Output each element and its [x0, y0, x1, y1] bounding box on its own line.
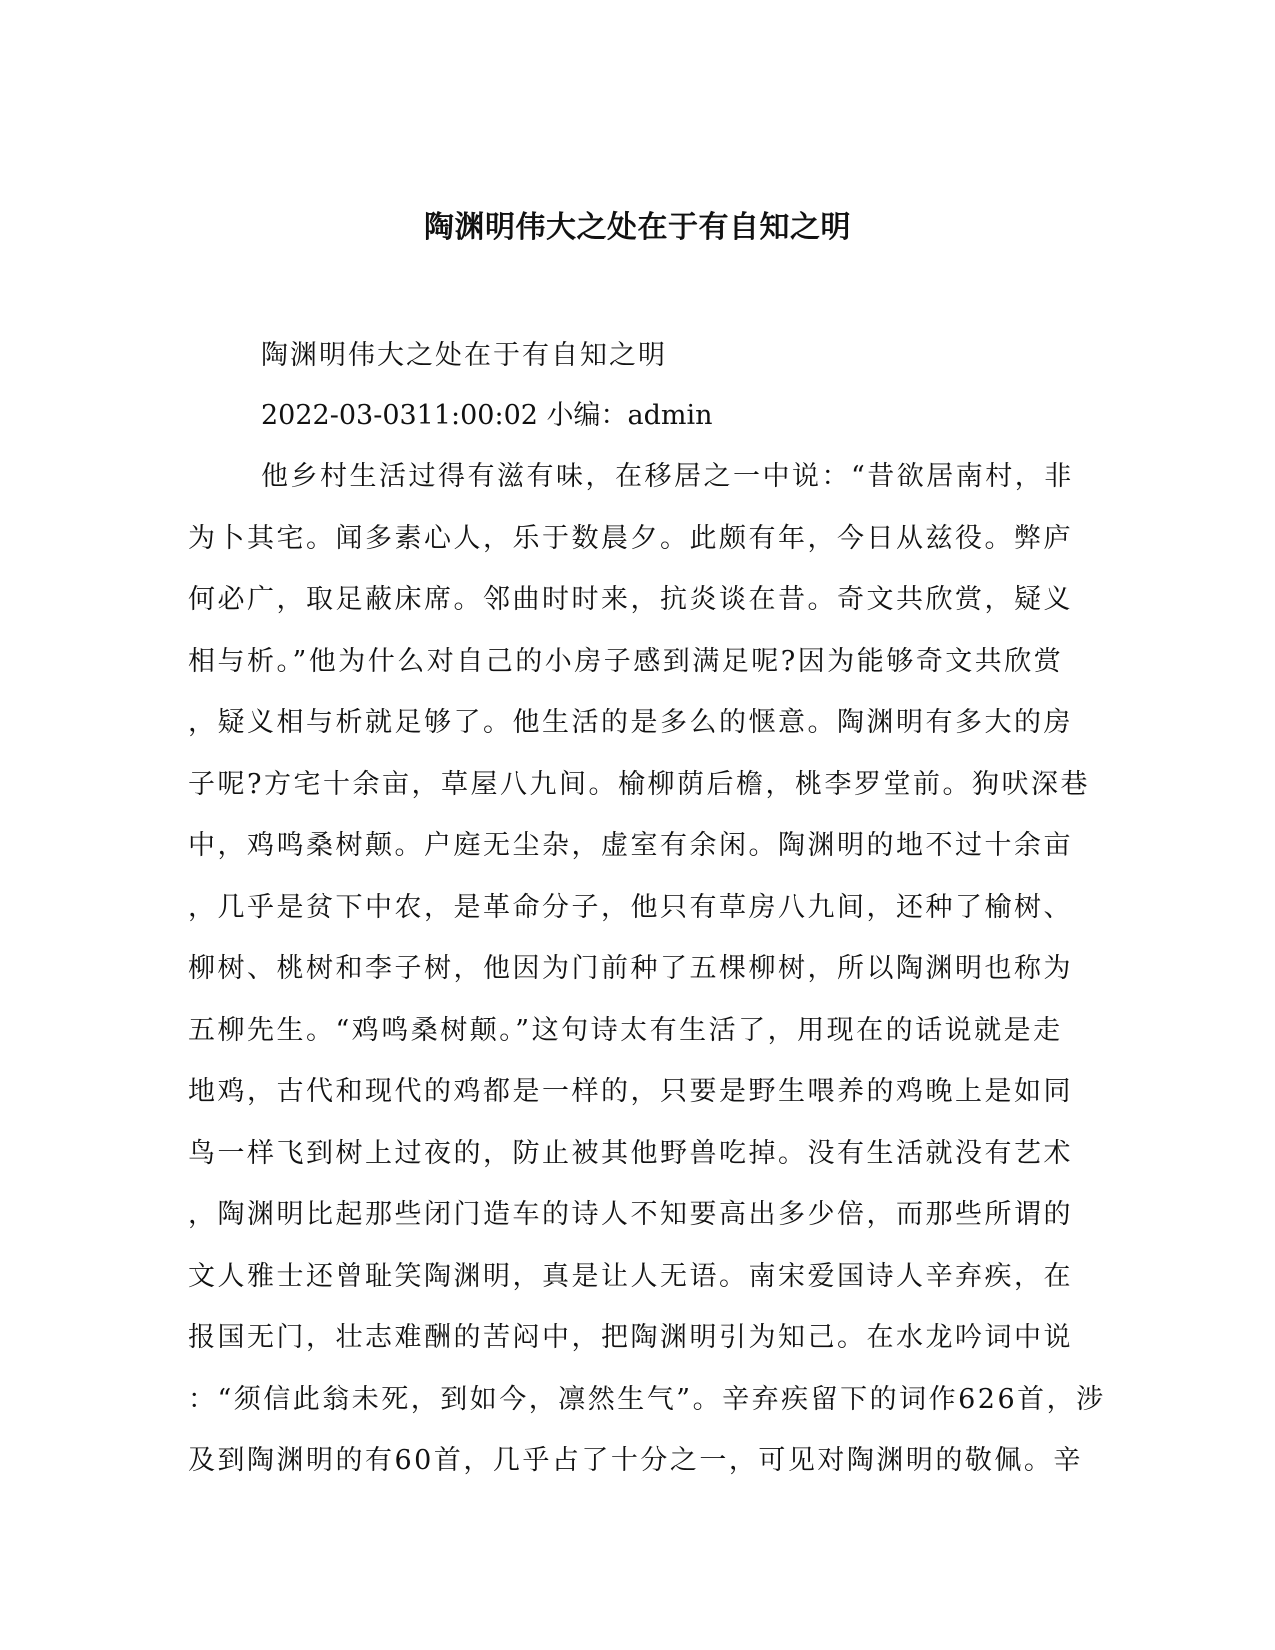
- body-line: 为卜其宅。闻多素心人，乐于数晨夕。此颇有年，今日从兹役。弊庐: [188, 522, 1073, 554]
- body-line: 柳树、桃树和李子树，他因为门前种了五棵柳树，所以陶渊明也称为: [188, 953, 1073, 984]
- article-meta: 2022-03-0311:00:02 小编：admin: [261, 400, 713, 431]
- body-line: ：“须信此翁未死，到如今，凛然生气”。辛弃疾留下的词作626首，涉: [188, 1383, 1106, 1415]
- body-line: 鸟一样飞到树上过夜的，防止被其他野兽吃掉。没有生活就没有艺术: [188, 1137, 1073, 1169]
- body-line: 中，鸡鸣桑树颠。户庭无尘杂，虚室有余闲。陶渊明的地不过十余亩: [188, 830, 1073, 861]
- article-subtitle: 陶渊明伟大之处在于有自知之明: [261, 340, 667, 371]
- body-line: ，陶渊明比起那些闭门造车的诗人不知要高出多少倍，而那些所谓的: [188, 1199, 1073, 1230]
- body-line: 及到陶渊明的有60首，几乎占了十分之一，可见对陶渊明的敬佩。辛: [188, 1445, 1083, 1476]
- body-line: 报国无门，壮志难酬的苦闷中，把陶渊明引为知己。在水龙吟词中说: [188, 1322, 1073, 1353]
- body-line: 地鸡，古代和现代的鸡都是一样的，只要是野生喂养的鸡晚上是如同: [188, 1076, 1073, 1107]
- body-line: ，疑义相与析就足够了。他生活的是多么的惬意。陶渊明有多大的房: [188, 707, 1073, 738]
- body-line: ，几乎是贫下中农，是革命分子，他只有草房八九间，还种了榆树、: [188, 891, 1073, 923]
- body-line: 何必广，取足蔽床席。邻曲时时来，抗炎谈在昔。奇文共欣赏，疑义: [188, 584, 1073, 615]
- body-line: 五柳先生。“鸡鸣桑树颠。”这句诗太有生活了，用现在的话说就是走: [188, 1014, 1063, 1046]
- body-line: 他乡村生活过得有滋有味，在移居之一中说：“昔欲居南村，非: [261, 461, 1074, 492]
- body-line: 相与析。”他为什么对自己的小房子感到满足呢?因为能够奇文共欣赏: [188, 645, 1064, 677]
- document-title: 陶渊明伟大之处在于有自知之明: [424, 210, 851, 245]
- article-body: [188, 446, 1106, 1492]
- body-line: 子呢?方宅十余亩，草屋八九间。榆柳荫后檐，桃李罗堂前。狗吠深巷: [188, 768, 1090, 800]
- body-line: 文人雅士还曾耻笑陶渊明，真是让人无语。南宋爱国诗人辛弃疾，在: [188, 1260, 1073, 1292]
